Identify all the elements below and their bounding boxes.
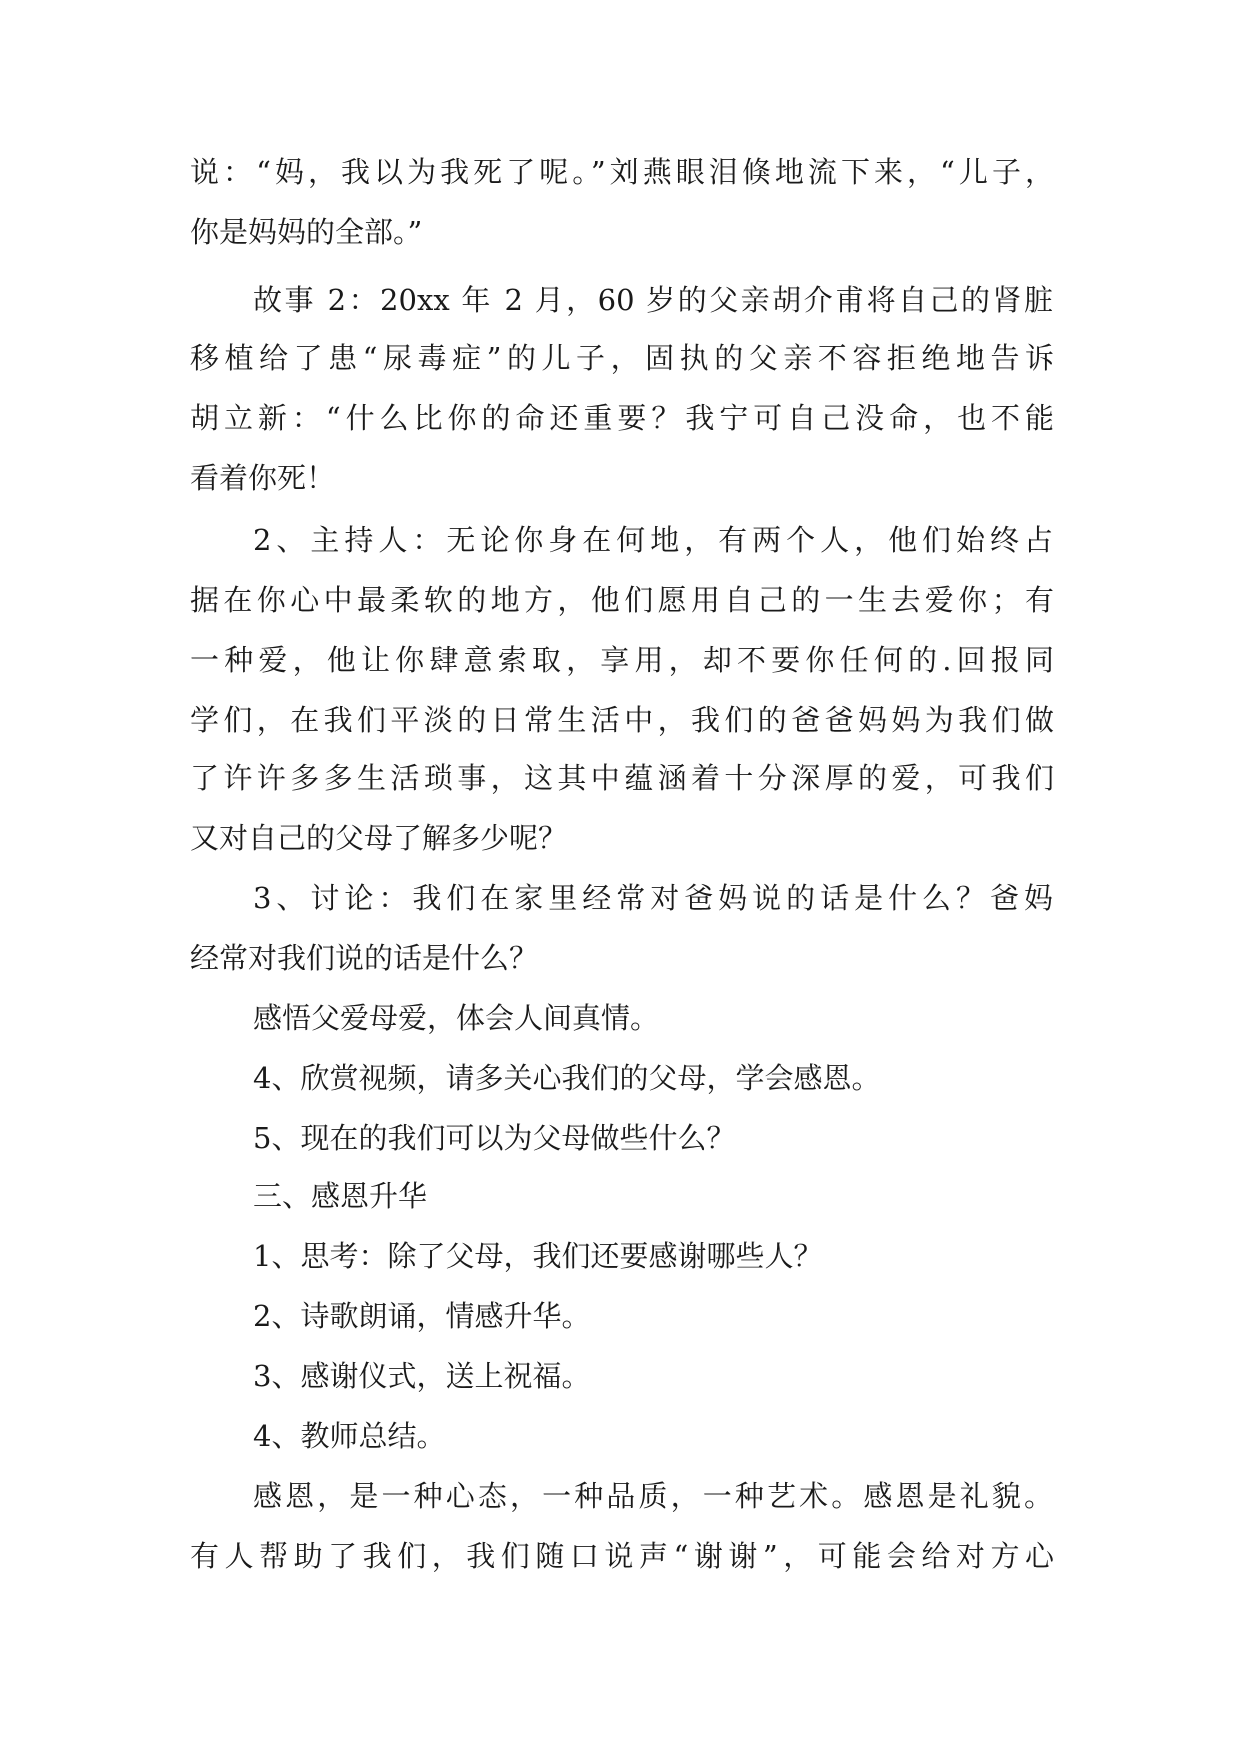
paragraph-first-line: 2、主持人：无论你身在何地，有两个人，他们始终占 (253, 523, 1053, 557)
text-line: 看着你死！ (190, 461, 336, 495)
text-line: 有人帮助了我们，我们随口说声“谢谢”，可能会给对方心 (190, 1539, 1054, 1573)
paragraph-first-line: 3、感谢仪式，送上祝福。 (253, 1359, 591, 1393)
text-line: 移植给了患“尿毒症”的儿子，固执的父亲不容拒绝地告诉 (190, 341, 1054, 375)
paragraph-first-line: 3、讨论：我们在家里经常对爸妈说的话是什么？爸妈 (253, 881, 1053, 915)
paragraph-first-line: 2、诗歌朗诵，情感升华。 (253, 1299, 591, 1333)
paragraph-first-line: 4、教师总结。 (253, 1419, 446, 1453)
text-line: 胡立新：“什么比你的命还重要？我宁可自己没命，也不能 (190, 401, 1054, 435)
text-line: 据在你心中最柔软的地方，他们愿用自己的一生去爱你；有 (190, 583, 1054, 617)
section-heading: 三、感恩升华 (253, 1179, 428, 1213)
paragraph-first-line: 故事 2：20xx 年 2 月，60 岁的父亲胡介甫将自己的肾脏 (253, 283, 1053, 317)
text-line: 了许许多多生活琐事，这其中蕴涵着十分深厚的爱，可我们 (190, 761, 1054, 795)
paragraph-first-line: 感恩，是一种心态，一种品质，一种艺术。感恩是礼貌。 (253, 1479, 1053, 1513)
text-line: 一种爱，他让你肆意索取，享用，却不要你任何的.回报同 (190, 643, 1054, 677)
paragraph-first-line: 5、现在的我们可以为父母做些什么？ (253, 1121, 736, 1155)
paragraph-first-line: 1、思考：除了父母，我们还要感谢哪些人？ (253, 1239, 823, 1273)
paragraph-first-line: 感悟父爱母爱，体会人间真情。 (253, 1001, 660, 1035)
paragraph-first-line: 4、欣赏视频，请多关心我们的父母，学会感恩。 (253, 1061, 881, 1095)
text-line: 又对自己的父母了解多少呢？ (190, 821, 568, 855)
text-line: 说：“妈，我以为我死了呢。”刘燕眼泪倏地流下来，“儿子， (190, 155, 1054, 189)
text-line: 你是妈妈的全部。” (190, 215, 423, 249)
text-line: 学们，在我们平淡的日常生活中，我们的爸爸妈妈为我们做 (190, 703, 1054, 737)
text-line: 经常对我们说的话是什么？ (190, 941, 539, 975)
